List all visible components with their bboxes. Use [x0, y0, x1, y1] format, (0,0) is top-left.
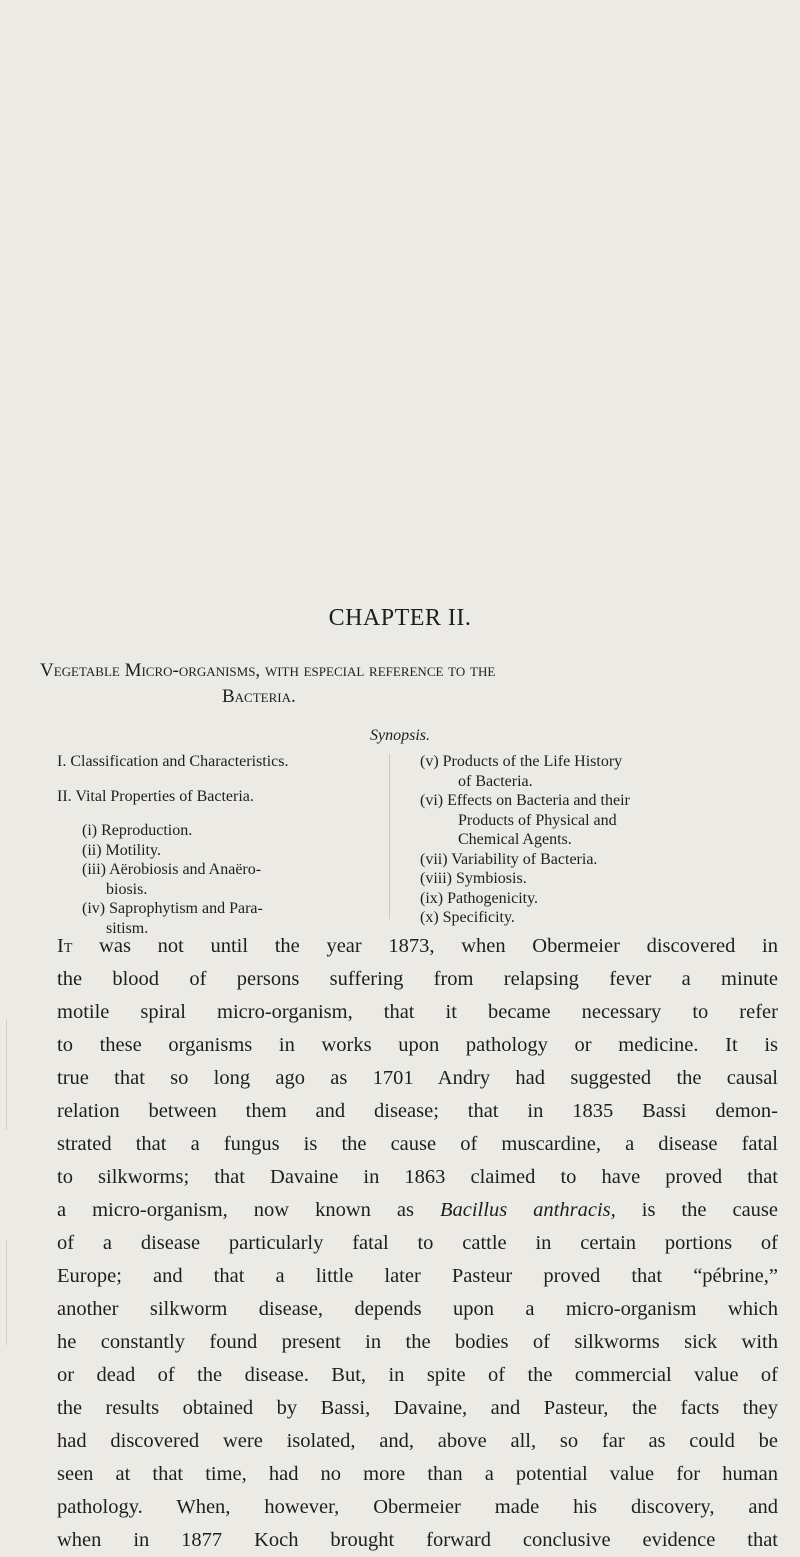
synopsis-item [82, 841, 377, 861]
synopsis-item-text: Classification and Characteristics. [70, 753, 289, 770]
page-edge-mark [6, 1240, 7, 1345]
synopsis-item [57, 787, 377, 807]
body-line: or dead of the disease. But, in spite of the commercial value of [57, 1364, 778, 1386]
synopsis-item-number: (ii) [82, 841, 102, 859]
body-line-text: is the cause [615, 1199, 778, 1221]
synopsis-item-number: (vii) [420, 850, 448, 868]
body-paragraph [57, 930, 778, 1557]
synopsis-item-number: (ix) [420, 889, 444, 907]
synopsis-divider [389, 754, 390, 919]
synopsis-item-number: I. [57, 753, 67, 770]
synopsis-item-text: Saprophytism and Para- [109, 900, 263, 917]
synopsis-item [420, 850, 780, 870]
synopsis-item [420, 889, 780, 909]
section-title [40, 658, 770, 710]
synopsis-item-text: Aërobiosis and Anaëro- [109, 861, 262, 878]
body-line: motile spiral micro-organism, that it became necessary to refer [57, 1001, 778, 1023]
synopsis-left-column [57, 752, 377, 938]
synopsis-item-text: Products of the Life History [442, 753, 623, 770]
body-line-text: a micro-organism, now known as [57, 1199, 440, 1221]
synopsis-item-text: Vital Properties of Bacteria. [75, 787, 254, 805]
body-line: another silkworm disease, depends upon a micro-organism which [57, 1298, 778, 1320]
section-title-line1-prefix: Vegetable Micro-organisms, [40, 660, 261, 681]
synopsis-item-number: (x) [420, 909, 439, 926]
body-line: strated that a fungus is the cause of muscardine, a disease fatal [57, 1133, 778, 1155]
body-line: to silkworms; that Davaine in 1863 claimed to have proved that [57, 1166, 778, 1188]
body-line-text: was not until the year 1873, when Obermeier discovered in [72, 935, 778, 957]
body-line: relation between them and disease; that in 1835 Bassi demon- [57, 1100, 778, 1122]
synopsis-item-continuation: biosis. [106, 880, 148, 898]
synopsis-item [420, 791, 780, 850]
body-line: seen at that time, had no more than a potential value for human [57, 1463, 778, 1485]
synopsis-item-continuation: of Bacteria. [458, 772, 533, 790]
synopsis-item-continuation: Chemical Agents. [458, 831, 572, 848]
body-line [57, 1194, 778, 1227]
synopsis-item-text: Symbiosis. [456, 870, 527, 887]
synopsis-item-continuation: Products of Physical and [458, 811, 617, 829]
synopsis-item [82, 821, 377, 841]
synopsis-item-number: (viii) [420, 870, 452, 887]
body-line: of a disease particularly fatal to cattle in certain portions of [57, 1232, 778, 1254]
body-line [57, 930, 778, 963]
synopsis-item-text: Variability of Bacteria. [451, 850, 598, 868]
chapter-title: CHAPTER II. [328, 605, 472, 631]
synopsis-item-text: Motility. [105, 841, 161, 859]
page-edge-mark [6, 1020, 7, 1130]
synopsis-item-number: (i) [82, 822, 98, 839]
body-line: he constantly found present in the bodies of silkworms sick with [57, 1331, 778, 1353]
synopsis-item [57, 752, 377, 772]
synopsis-item [420, 869, 780, 889]
section-title-line1-rest: with especial reference to the [264, 660, 496, 681]
body-line: Europe; and that a little later Pasteur proved that “pébrine,” [57, 1265, 778, 1287]
synopsis-item-text: Effects on Bacteria and their [447, 792, 630, 809]
body-line: to these organisms in works upon pathology or medicine. It is [57, 1034, 778, 1056]
synopsis-item-number: (v) [420, 753, 439, 770]
body-line: when in 1877 Koch brought forward conclusive evidence that [57, 1529, 778, 1551]
section-title-line2: Bacteria. [222, 686, 296, 707]
synopsis-item-number: (vi) [420, 792, 444, 809]
body-line: the results obtained by Bassi, Davaine, and Pasteur, the facts they [57, 1397, 778, 1419]
species-name: Bacillus anthracis, [439, 1199, 616, 1221]
synopsis-item-text: Reproduction. [101, 822, 193, 839]
synopsis-item-text: Specificity. [442, 909, 515, 926]
body-line: had discovered were isolated, and, above all, so far as could be [57, 1430, 778, 1452]
synopsis-item-number: (iii) [82, 861, 106, 878]
synopsis-item [420, 752, 780, 791]
synopsis-item-continuation: sitism. [106, 919, 149, 937]
synopsis-item [420, 908, 780, 928]
body-line: the blood of persons suffering from relapsing fever a minute [57, 968, 778, 990]
synopsis-item-number: (iv) [82, 900, 106, 917]
body-dropcap: It [57, 935, 73, 957]
synopsis-item [82, 860, 377, 899]
synopsis-item-text: Pathogenicity. [447, 889, 539, 907]
synopsis-label: Synopsis. [370, 727, 430, 744]
synopsis-right-column [420, 752, 780, 928]
body-line: pathology. When, however, Obermeier made his discovery, and [57, 1496, 778, 1518]
body-line: true that so long ago as 1701 Andry had suggested the causal [57, 1067, 778, 1089]
synopsis-item-number: II. [57, 787, 72, 805]
